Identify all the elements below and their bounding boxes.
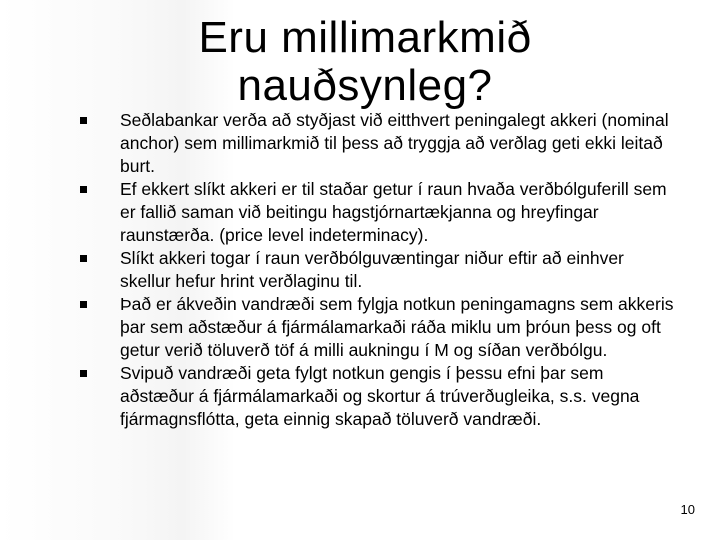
square-bullet-icon (80, 186, 87, 193)
square-bullet-icon (80, 370, 87, 377)
square-bullet-icon (80, 117, 87, 124)
bullet-item-1 (78, 109, 678, 178)
bullet-list (78, 109, 678, 431)
bullet-text-3: Slíkt akkeri togar í raun verðbólguvæntingar niður eftir að einhver skellur hefur hrint verðlaginu til. (120, 248, 624, 291)
slide-title: Eru millimarkmið nauðsynleg? (198, 13, 532, 110)
bullet-text-2: Ef ekkert slíkt akkeri er til staðar getur í raun hvaða verðbólguferill sem er fallið saman við beitingu hagstjórnartækjanna og hreyfingar raunstærða. (price level indeterminacy). (120, 179, 667, 245)
bullet-text-1: Seðlabankar verða að styðjast við eitthvert peningalegt akkeri (nominal anchor) sem millimarkmið til þess að tryggja að verðlag geti ekki leitað burt. (120, 110, 669, 176)
bullet-item-3 (78, 247, 678, 293)
bullet-item-5 (78, 362, 678, 431)
square-bullet-icon (80, 255, 87, 262)
square-bullet-icon (80, 301, 87, 308)
bullet-item-4 (78, 293, 678, 362)
bullet-text-4: Það er ákveðin vandræði sem fylgja notkun peningamagns sem akkeris þar sem aðstæður á fjármálamarkaði ráða miklu um þróun þess og oft getur verið töluverð töf á milli aukningu í M og síðan verðbólgu. (120, 294, 674, 360)
bullet-item-2 (78, 178, 678, 247)
bullet-text-5: Svipuð vandræði geta fylgt notkun gengis í þessu efni þar sem aðstæður á fjármálamarkaði og skortur á trúverðugleika, s.s. vegna fjármagnsflótta, geta einnig skapað töluverð vandræði. (120, 363, 640, 429)
page-number: 10 (680, 502, 695, 517)
